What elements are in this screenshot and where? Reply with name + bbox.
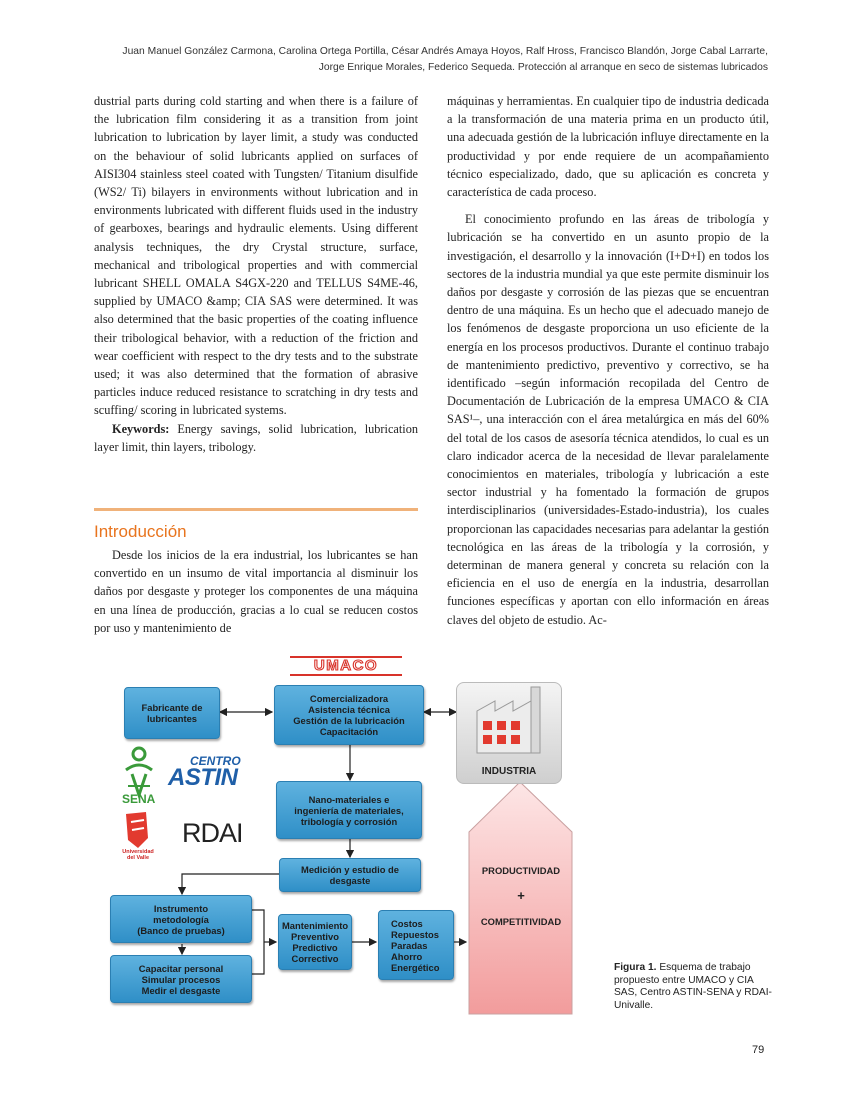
keywords-label: Keywords: bbox=[112, 421, 170, 436]
mantenimiento-line-3: Predictivo bbox=[292, 942, 338, 953]
capacitar-line-3: Medir el desgaste bbox=[141, 984, 221, 996]
costos-line-1: Costos bbox=[391, 917, 423, 929]
univalle-logo-icon bbox=[126, 812, 148, 848]
capacitar-box bbox=[110, 955, 252, 1003]
costos-line-5: Energético bbox=[391, 961, 440, 973]
nano-line-1: Nano-materiales e bbox=[308, 793, 390, 805]
sena-logo-text: SENA bbox=[122, 792, 156, 806]
header-title: Jorge Enrique Morales, Federico Sequeda. Protección al arranque en seco de sistemas lubricados bbox=[318, 62, 768, 73]
umaco-logo bbox=[290, 656, 402, 676]
productividad-label: PRODUCTIVIDAD bbox=[481, 865, 561, 876]
sena-logo-icon bbox=[126, 748, 152, 795]
keywords bbox=[94, 420, 418, 456]
astin-logo-text: ASTIN bbox=[168, 764, 238, 791]
figure-caption bbox=[614, 962, 774, 1012]
fabricante-line-2: lubricantes bbox=[146, 713, 197, 724]
right-column bbox=[447, 92, 769, 629]
industria-illustration bbox=[456, 682, 562, 784]
industria-label: INDUSTRIA bbox=[481, 766, 537, 777]
caption-label: Figura 1. bbox=[614, 962, 657, 973]
comercializadora-line-1: Comercializadora bbox=[309, 693, 389, 704]
univalle-logo-text bbox=[118, 849, 158, 861]
instrumento-line-3: (Banco de pruebas) bbox=[137, 924, 225, 936]
umaco-logo-text: UMACO bbox=[313, 657, 379, 674]
fabricante-box bbox=[124, 687, 220, 739]
header-authors: Juan Manuel González Carmona, Carolina Ortega Portilla, César Andrés Amaya Hoyos, Ralf Hross, Francisco Blandón, Jorge Cabal Larrarte, bbox=[122, 46, 768, 57]
mantenimiento-line-2: Preventivo bbox=[291, 931, 339, 942]
right-paragraph-2: El conocimiento profundo en las áreas de tribología y lubricación se ha convertido en un asunto propio de la investigación, el desarrollo y la innovación (I+D+I) en todos los sectores de la industria mundial ya que este permite disminuir los daños por desgaste y corrosión de las piezas que se encuentran dentro de una máquina. Es un hecho que el adecuado manejo de los fenómenos de desgaste proporciona un uso eficiente de la energía en los procesos productivos. Durante el continuo trabajo de mantenimiento predictivo, preventivo y correctivo, se ha identificado –según información recopilada del Centro de Documentación de Lubricación de la empresa UMACO & CIA SAS¹–, una interacción con el área metalúrgica en más del 60% del total de los casos de asesoría técnica atendidos, lo cual es un claro indicador acerca de la necesidad de llevar paralelamente conocimientos en materiales, tribología y lubricación a este sector industrial y ha fomentado la formación de grupos interdisciplinarios (universidades-Estado-industria), los cuales proporcionan las capacidades necesarias para adelantar la gestión tecnológica en las áreas de la tribología y la corrosión, y determinan de manera general y concreta su relación con la eficiencia en el uso de energía en la industria, desarrollan funciones específicas y aportan con ello información en áreas claves del objeto de estudio. Ac- bbox=[447, 212, 769, 627]
instrumento-box bbox=[110, 895, 252, 943]
comercializadora-line-4: Capacitación bbox=[319, 726, 379, 737]
costos-box bbox=[378, 910, 454, 980]
medicion-box bbox=[279, 858, 421, 892]
univalle-line-1: Universidad bbox=[122, 849, 154, 855]
fabricante-line-1: Fabricante de bbox=[141, 702, 203, 713]
factory-icon bbox=[457, 683, 561, 763]
page-number: 79 bbox=[752, 1044, 765, 1056]
running-header bbox=[68, 44, 768, 76]
capacitar-line-2: Simular procesos bbox=[141, 973, 221, 985]
costos-line-3: Paradas bbox=[391, 939, 428, 951]
nano-line-2: ingeniería de materiales, bbox=[294, 804, 404, 816]
figure-diagram bbox=[104, 652, 576, 1016]
instrumento-line-1: Instrumento bbox=[153, 902, 209, 914]
comercializadora-line-3: Gestión de la lubricación bbox=[293, 715, 405, 726]
capacitar-line-1: Capacitar personal bbox=[138, 962, 224, 974]
comercializadora-box bbox=[274, 685, 424, 745]
costos-line-2: Repuestos bbox=[391, 928, 439, 940]
competitividad-label: COMPETITIVIDAD bbox=[480, 916, 562, 927]
nano-box bbox=[276, 781, 422, 839]
keywords-text: Energy savings, solid lubrication, lubrication layer limit, thin layers, tribology. bbox=[94, 421, 418, 454]
section-heading: Introducción bbox=[94, 522, 187, 541]
right-paragraph-1: máquinas y herramientas. En cualquier tipo de industria dedicada a la transformación de una materia prima en un producto útil, una adecuada gestión de la lubricación influye directamente en la productividad y por ende requiere de un acompañamiento técnico especializado, dado, que su aplicación es concreta y característica de cada proceso. bbox=[447, 94, 769, 200]
abstract-text: dustrial parts during cold starting and when there is a failure of the lubrication film considering it as a transition from joint lubrication to lubrication by layer limit, a study was conducted on the behaviour of solid lubricants applied on surfaces of AISI304 stainless steel coated with Tungsten/ Titanium disulfide (WS2/ Ti) bilayers in environments without lubrication and in environments lubricated with different fluids used in the industry of gearboxes, bearings and hydraulic elements. Using different analysis techniques, the dry Crystal structure, surface, mechanical and tribological properties and with commercial lubricant SHELL OMALA S4GX-220 and TELLUS S4ME-46, supplied by UMACO &amp; CIA SAS were determined. It was also determined that the basic properties of the coating influence their tribological behavior, with a reduction of the friction and wear coefficient with respect to the dry tests and to the substrate used; it was also determined that the formation of abrasive particles induce reduced resistance to scratching in dry tests and scuffing/ scoring in lubricated systems. bbox=[94, 94, 418, 418]
costos-line-4: Ahorro bbox=[391, 950, 423, 962]
instrumento-line-2: metodología bbox=[153, 913, 209, 925]
mantenimiento-box bbox=[278, 914, 352, 970]
comercializadora-line-2: Asistencia técnica bbox=[308, 704, 390, 715]
mantenimiento-line-4: Correctivo bbox=[291, 953, 339, 964]
section-rule bbox=[94, 508, 418, 511]
intro-column bbox=[94, 546, 418, 637]
intro-paragraph: Desde los inicios de la era industrial, los lubricantes se han convertido en un insumo de vital importancia al disminuir los daños por desgaste y proteger los componentes de una máquina en una línea de producción, gracias a lo cual se reducen costos por uso y mantenimiento de bbox=[94, 548, 418, 635]
abstract-column bbox=[94, 92, 418, 456]
centro-logo-text: CENTRO bbox=[190, 754, 241, 768]
rdai-logo-text: RDAI bbox=[182, 818, 243, 848]
mantenimiento-line-1: Mantenimiento bbox=[282, 920, 349, 931]
medicion-line-2: desgaste bbox=[329, 875, 371, 886]
plus-sign: + bbox=[517, 888, 525, 903]
medicion-line-1: Medición y estudio de bbox=[301, 864, 399, 875]
caption-text: Esquema de trabajo propuesto entre UMACO y CIA SAS, Centro ASTIN-SENA y RDAI-Univalle. bbox=[614, 962, 772, 1011]
nano-line-3: tribología y corrosión bbox=[300, 815, 398, 827]
univalle-line-2: del Valle bbox=[126, 855, 149, 861]
